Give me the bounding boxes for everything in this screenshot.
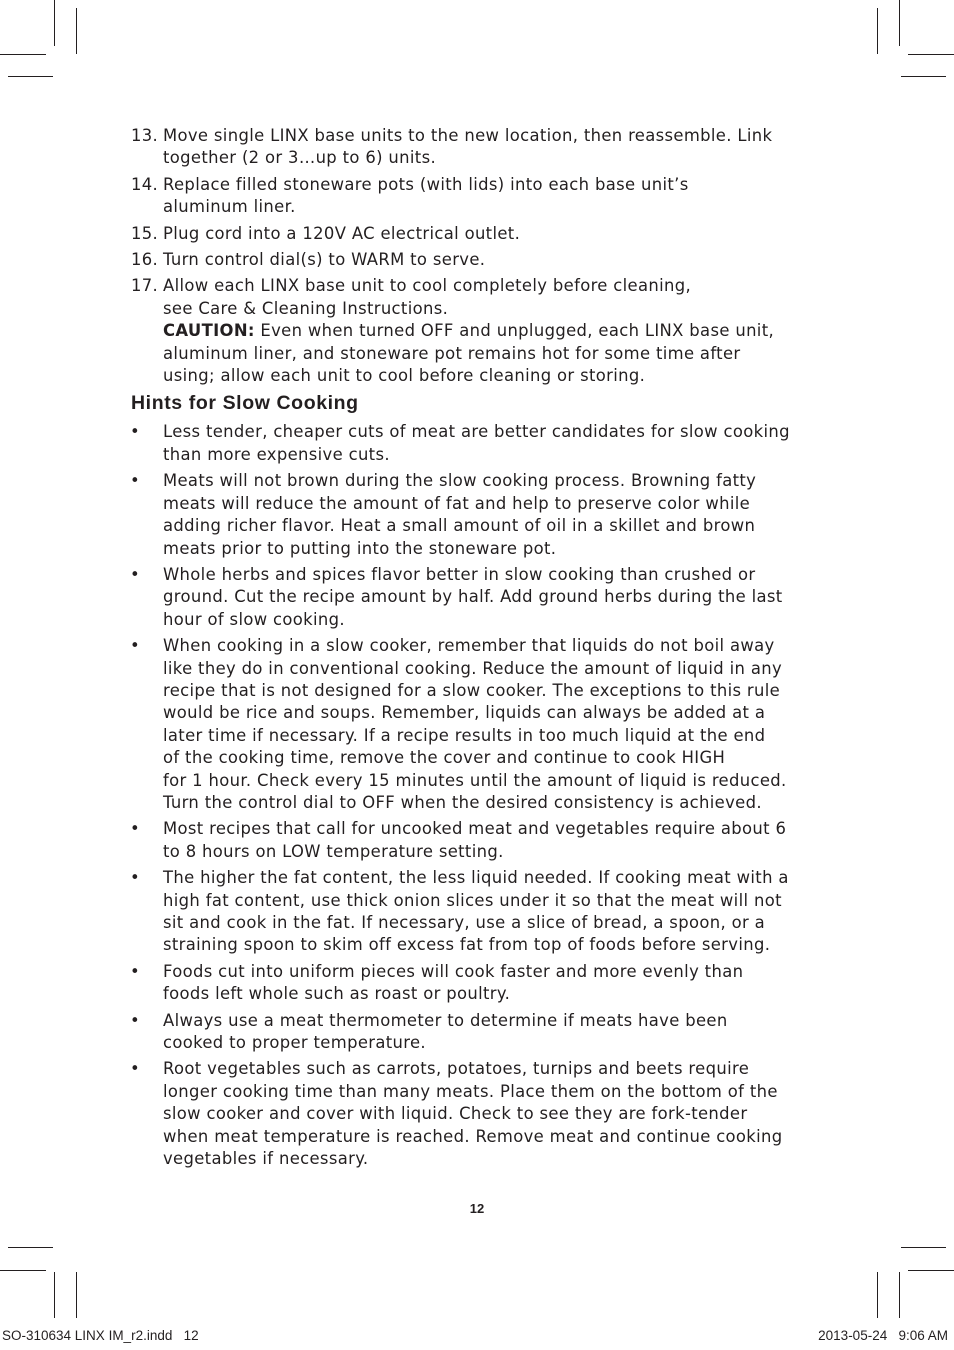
crop-mark <box>908 1270 954 1271</box>
hint-text-line: Foods cut into uniform pieces will cook faster and more evenly than <box>163 961 744 981</box>
instruction-steps <box>131 125 831 387</box>
hint-item <box>131 421 831 466</box>
hint-text-line: Whole herbs and spices flavor better in slow cooking than crushed or <box>163 564 756 584</box>
crop-mark <box>0 1270 46 1271</box>
hint-item <box>131 867 831 957</box>
step-16 <box>131 249 831 271</box>
hint-text-line: Always use a meat thermometer to determine if meats have been <box>163 1010 728 1030</box>
crop-mark <box>76 8 77 54</box>
step-14 <box>131 174 831 219</box>
crop-mark <box>877 8 878 54</box>
crop-mark <box>901 76 946 77</box>
bullet-icon: • <box>130 868 141 888</box>
hint-text-line: meats prior to putting into the stoneware pot. <box>163 538 557 558</box>
hint-text-line: meats will reduce the amount of fat and help to preserve color while <box>163 493 751 513</box>
caution-line <box>163 320 831 342</box>
hint-item <box>131 818 831 863</box>
step-text-line: aluminum liner. <box>163 197 296 217</box>
hint-item <box>131 1010 831 1055</box>
step-17 <box>131 275 831 387</box>
step-text-line: Turn control dial(s) to WARM to serve. <box>163 250 486 270</box>
hint-text-line: than more expensive cuts. <box>163 444 390 464</box>
crop-mark <box>877 1272 878 1318</box>
hint-text-line: The higher the fat content, the less liquid needed. If cooking meat with a <box>163 868 789 888</box>
crop-mark <box>0 54 46 55</box>
bullet-icon: • <box>130 422 141 442</box>
bullet-icon: • <box>130 1059 141 1079</box>
hint-text-line: slow cooker and cover with liquid. Check to see they are fork-tender <box>163 1104 748 1124</box>
hint-text-line: straining spoon to skim off excess fat from top of foods before serving. <box>163 935 771 955</box>
crop-mark <box>901 1247 946 1248</box>
hint-text-line: vegetables if necessary. <box>163 1149 369 1169</box>
caution-label: CAUTION: <box>163 321 255 341</box>
page-content <box>131 125 831 1174</box>
hint-text-line: Meats will not brown during the slow cooking process. Browning fatty <box>163 471 757 491</box>
crop-mark <box>76 1272 77 1318</box>
bullet-icon: • <box>130 1010 141 1030</box>
step-number: 16. <box>131 250 159 270</box>
slug-filename: SO-310634 LINX IM_r2.indd 12 <box>2 1328 199 1343</box>
hint-text-line: recipe that is not designed for a slow cooker. The exceptions to this rule <box>163 680 781 700</box>
hint-text-line: longer cooking time than many meats. Place them on the bottom of the <box>163 1081 778 1101</box>
crop-mark <box>54 1272 55 1318</box>
step-text-line: Move single LINX base units to the new location, then reassemble. Link <box>163 126 773 145</box>
hint-text-line: When cooking in a slow cooker, remember that liquids do not boil away <box>163 636 775 656</box>
hint-text-line: hour of slow cooking. <box>163 609 345 629</box>
page-number: 12 <box>469 1201 485 1216</box>
hint-text-line: like they do in conventional cooking. Reduce the amount of liquid in any <box>163 658 782 678</box>
crop-mark <box>908 54 954 55</box>
hint-text-line: later time if necessary. If a recipe results in too much liquid at the end <box>163 725 766 745</box>
hint-text-line: high fat content, use thick onion slices under it so that the meat will not <box>163 890 782 910</box>
caution-text: Even when turned OFF and unplugged, each LINX base unit, <box>254 321 775 341</box>
caution-text-line: aluminum liner, and stoneware pot remains hot for some time after <box>163 343 741 363</box>
section-heading: Hints for Slow Cooking <box>131 392 359 415</box>
step-text-line: Replace filled stoneware pots (with lids) into each base unit’s <box>163 174 689 194</box>
bullet-icon: • <box>130 961 141 981</box>
hint-item <box>131 635 831 814</box>
crop-mark <box>899 1272 900 1318</box>
bullet-icon: • <box>130 636 141 656</box>
crop-mark <box>8 76 53 77</box>
hint-text-line: of the cooking time, remove the cover and continue to cook HIGH <box>163 748 726 768</box>
step-text-line: Plug cord into a 120V AC electrical outlet. <box>163 223 521 243</box>
step-text-line: see Care & Cleaning Instructions. <box>163 298 449 318</box>
slug-timestamp: 2013-05-24 9:06 AM <box>818 1328 948 1343</box>
step-text-line: Allow each LINX base unit to cool completely before cleaning, <box>163 276 692 296</box>
hint-item <box>131 1058 831 1170</box>
step-number: 13. <box>131 126 159 145</box>
step-15 <box>131 223 831 245</box>
hint-text-line: adding richer flavor. Heat a small amount of oil in a skillet and brown <box>163 516 756 536</box>
step-13 <box>131 125 831 170</box>
crop-mark <box>899 0 900 46</box>
hint-text-line: would be rice and soups. Remember, liquids can always be added at a <box>163 703 766 723</box>
hint-text-line: Most recipes that call for uncooked meat and vegetables require about 6 <box>163 819 787 839</box>
hints-list <box>131 421 831 1170</box>
bullet-icon: • <box>130 471 141 491</box>
hint-text-line: for 1 hour. Check every 15 minutes until the amount of liquid is reduced. <box>163 770 787 790</box>
hint-item <box>131 961 831 1006</box>
hint-text-line: Less tender, cheaper cuts of meat are better candidates for slow cooking <box>163 422 790 442</box>
hint-text-line: sit and cook in the fat. If necessary, use a slice of bread, a spoon, or a <box>163 913 765 932</box>
caution-text-line: using; allow each unit to cool before cleaning or storing. <box>163 366 646 386</box>
bullet-icon: • <box>130 819 141 839</box>
hint-text-line: to 8 hours on LOW temperature setting. <box>163 841 504 861</box>
step-number: 17. <box>131 276 159 296</box>
hint-text-line: ground. Cut the recipe amount by half. Add ground herbs during the last <box>163 587 783 607</box>
hint-text-line: cooked to proper temperature. <box>163 1033 426 1053</box>
crop-mark <box>8 1247 53 1248</box>
hint-text-line: Turn the control dial to OFF when the desired consistency is achieved. <box>163 792 762 812</box>
hint-item <box>131 470 831 560</box>
step-number: 14. <box>131 174 159 194</box>
hint-text-line: foods left whole such as roast or poultry. <box>163 984 511 1004</box>
step-text-line: together (2 or 3…up to 6) units. <box>163 148 437 168</box>
bullet-icon: • <box>130 564 141 584</box>
crop-mark <box>54 0 55 46</box>
step-number: 15. <box>131 223 159 243</box>
hint-item <box>131 564 831 631</box>
hint-text-line: Root vegetables such as carrots, potatoes, turnips and beets require <box>163 1059 750 1079</box>
hint-text-line: when meat temperature is reached. Remove meat and continue cooking <box>163 1126 783 1146</box>
